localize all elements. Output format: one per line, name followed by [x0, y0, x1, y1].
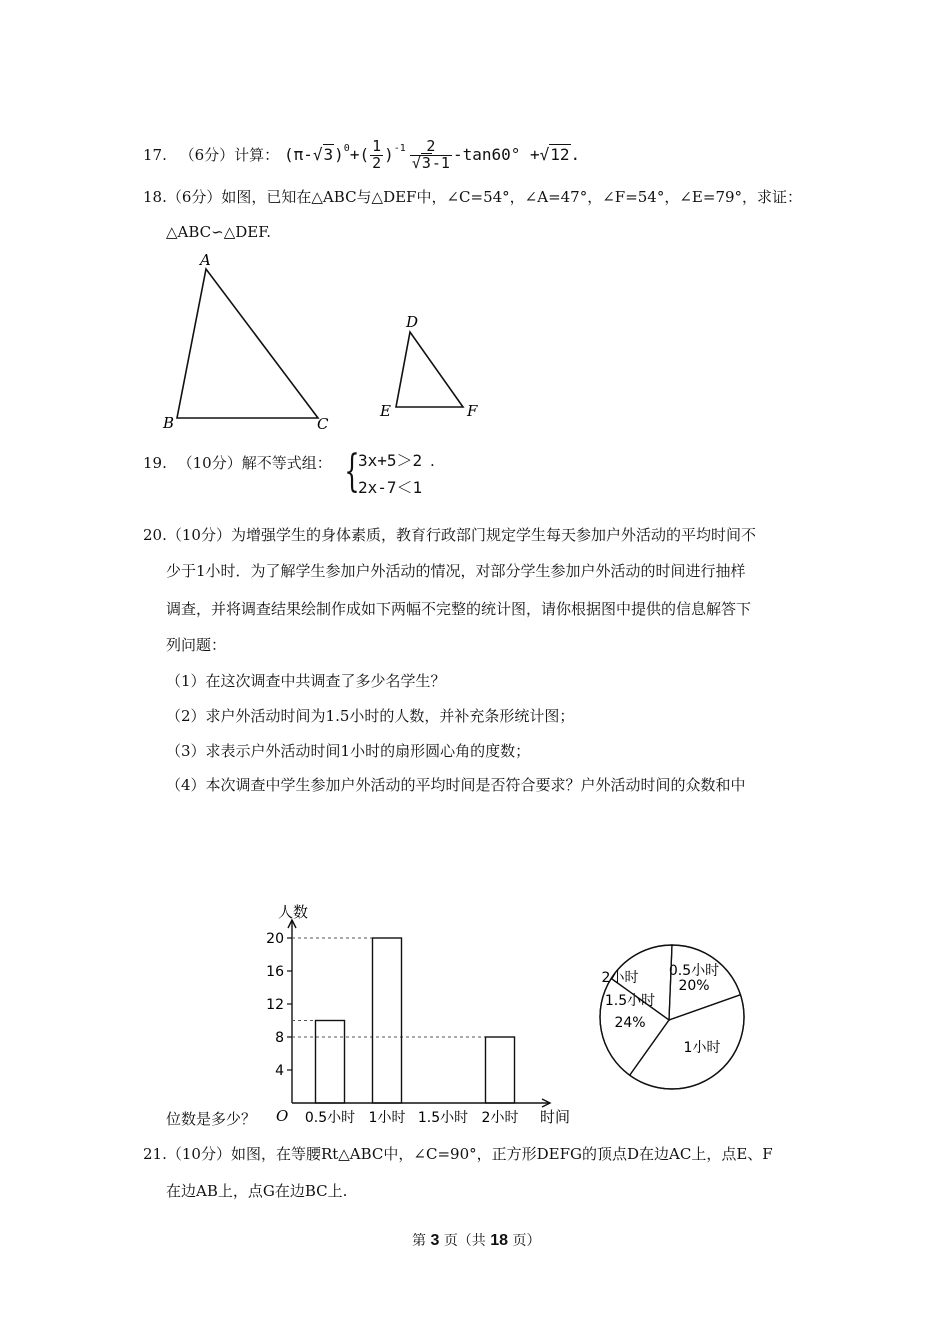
q19-number: 19.: [143, 454, 167, 472]
half-num: 1: [372, 137, 382, 156]
pie-slice-label: 0.5小时: [668, 963, 720, 979]
footer-total: 18: [490, 1232, 509, 1249]
frac-den-sqrt: 3: [421, 154, 431, 172]
label-f: F: [467, 402, 478, 420]
q19-text: （10分）解不等式组：: [177, 454, 332, 472]
y-tick-label: 16: [266, 964, 284, 980]
footer-pre: 第: [412, 1233, 426, 1249]
label-c: C: [317, 415, 329, 433]
q17-number: 17.: [143, 146, 167, 164]
q20-line-0: 20.（10分）为增强学生的身体素质，教育行政部门规定学生每天参加户外活动的平均时间不: [143, 526, 756, 544]
y-axis-label: 人数: [278, 903, 309, 921]
label-d: D: [406, 313, 419, 331]
pie-chart: [595, 940, 750, 1095]
q20-sub-4: （4）本次调查中学生参加户外活动的平均时间是否符合要求？户外活动时间的众数和中: [166, 776, 746, 794]
q17-expression: $(\pi-√3)^0+$( $\frac{1}{2}$ )$^{-1}$ $\frac{2}{√3-1}$ -tan60° +√12.: [283, 137, 581, 172]
q20-line-1: 少于1小时．为了解学生参加户外活动的情况，对部分学生参加户外活动的时间进行抽样: [166, 562, 746, 580]
label-e: E: [380, 402, 391, 420]
q20-tail: 位数是多少？: [166, 1110, 257, 1128]
pie-slice-percent: 20%: [678, 978, 710, 994]
ineq-1: 3x+5＞2: [358, 451, 423, 470]
exp-minus-one: -1: [393, 143, 406, 154]
y-tick-label: 12: [266, 997, 284, 1013]
x-tick-label: 1小时: [368, 1110, 406, 1126]
bar: [316, 1021, 345, 1104]
pi-symbol: π: [293, 145, 304, 164]
q18-line1: 18.（6分）如图，已知在△ABC与△DEF中，∠C=54°，∠A=47°，∠F=54°，∠E=79°，求证：: [143, 188, 803, 206]
x-tick-label: 1.5小时: [417, 1110, 469, 1126]
q17-score: （6分）计算：: [179, 146, 280, 164]
ineq-2: 2x-7＜1: [358, 478, 423, 497]
x-tick-label: 2小时: [481, 1110, 519, 1126]
y-tick-label: 4: [275, 1063, 284, 1079]
exp-zero: 0: [343, 143, 350, 154]
q17: [143, 135, 581, 172]
bar: [486, 1037, 515, 1103]
tan-term: -tan60°: [452, 145, 521, 164]
half-fraction: [370, 139, 383, 172]
frac-num: 2: [410, 139, 452, 156]
frac-den: √3-1: [411, 154, 450, 172]
y-tick-label: 8: [275, 1030, 284, 1046]
q18-line2: △ABC∽△DEF.: [166, 223, 272, 241]
label-b: B: [163, 414, 175, 432]
half-den: 2: [372, 154, 382, 172]
sqrt3: 3: [323, 145, 334, 164]
q21-line1: 21.（10分）如图，在等腰Rt△ABC中，∠C=90°，正方形DEFG的顶点D在边AC上，点E、F: [143, 1145, 773, 1163]
label-a: A: [200, 251, 211, 269]
q19: [143, 452, 332, 473]
triangle-abc: [177, 269, 318, 418]
q20-sub-2: （2）求户外活动时间为1.5小时的人数，并补充条形统计图；: [166, 707, 575, 725]
page-footer: [412, 1230, 541, 1250]
footer-post: 页）: [512, 1233, 541, 1249]
sqrt12: 12: [550, 145, 570, 164]
q20-sub-3: （3）求表示户外活动时间1小时的扇形圆心角的度数；: [166, 742, 531, 760]
footer-page: 3: [430, 1232, 440, 1249]
footer-mid: 页（共: [443, 1233, 486, 1249]
y-tick-label: 20: [266, 931, 284, 947]
triangle-def: [396, 332, 463, 407]
x-tick-label: 0.5小时: [304, 1110, 356, 1126]
q20-sub-1: （1）在这次调查中共调查了多少名学生？: [166, 672, 446, 690]
q19-end: .: [430, 452, 435, 470]
triangles-figure: [150, 250, 500, 435]
q17-end: .: [570, 145, 581, 164]
origin-label: O: [276, 1107, 289, 1125]
pie-slice-percent: 24%: [614, 1015, 646, 1031]
pie-slice-label: 2小时: [601, 970, 639, 986]
pie-slice-label: 1.5小时: [604, 993, 656, 1009]
frac-den-rest: -1: [431, 154, 450, 172]
x-axis-label: 时间: [540, 1108, 571, 1126]
main-fraction: [410, 139, 452, 172]
q20-line-2: 调查，并将调查结果绘制作成如下两幅不完整的统计图，请你根据图中提供的信息解答下: [166, 600, 752, 618]
bar: [373, 938, 402, 1103]
q21-line2: 在边AB上，点G在边BC上.: [166, 1182, 348, 1200]
bar-chart: [250, 895, 580, 1130]
q20-line-3: 列问题：: [166, 636, 227, 654]
pie-slice-label: 1小时: [683, 1040, 721, 1056]
system-brace: {: [344, 446, 360, 497]
